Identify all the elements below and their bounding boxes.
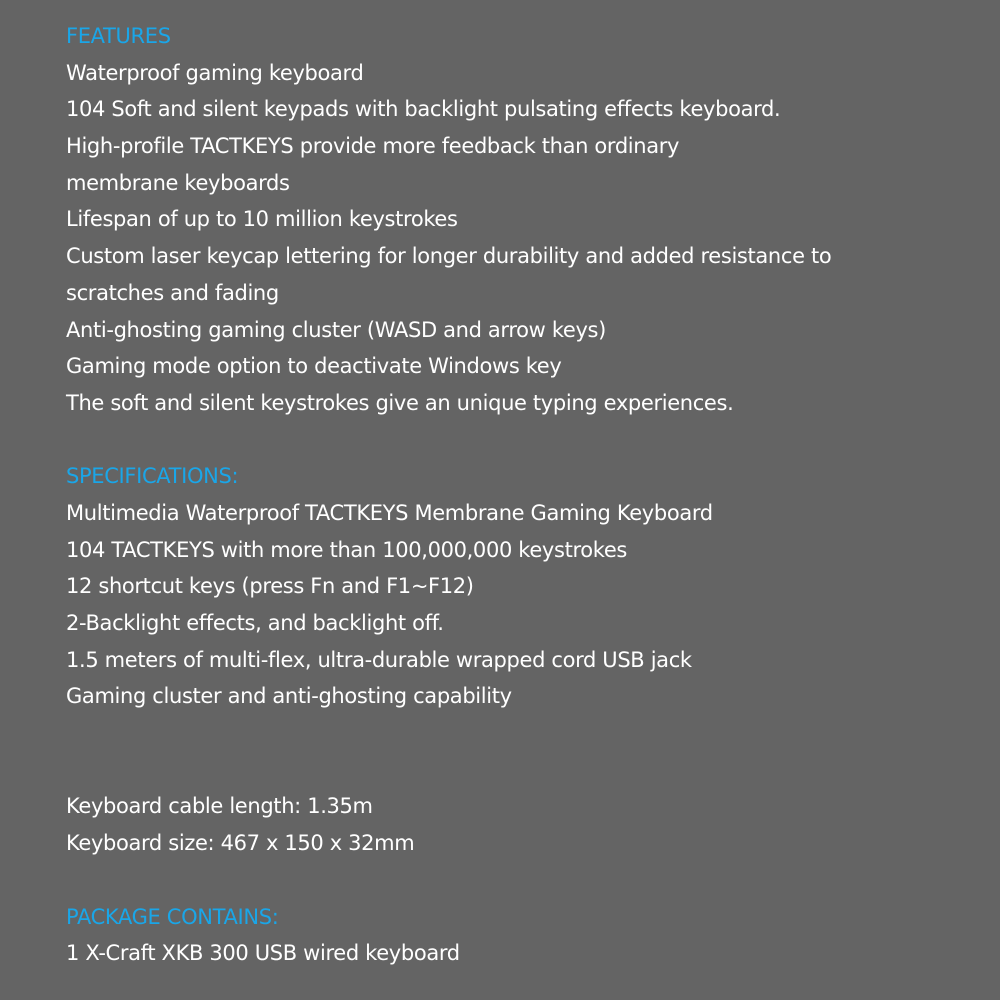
package-heading: PACKAGE CONTAINS: bbox=[66, 904, 279, 929]
features-heading: FEATURES bbox=[66, 24, 171, 48]
product-description bbox=[66, 18, 966, 972]
section-spacer bbox=[66, 715, 966, 752]
section-spacer bbox=[66, 752, 966, 789]
features-item: membrane keyboards bbox=[66, 170, 290, 195]
specifications-item: Gaming cluster and anti-ghosting capability bbox=[66, 684, 512, 709]
features-item: Lifespan of up to 10 million keystrokes bbox=[66, 207, 458, 232]
specifications-item: 1.5 meters of multi-flex, ultra-durable wrapped cord USB jack bbox=[66, 647, 692, 672]
specifications-item: 12 shortcut keys (press Fn and F1~F12) bbox=[66, 574, 474, 599]
dimensions-item: Keyboard size: 467 x 150 x 32mm bbox=[66, 831, 415, 856]
package-item: 1 X-Craft XKB 300 USB wired keyboard bbox=[66, 941, 460, 966]
specifications-heading: SPECIFICATIONS: bbox=[66, 464, 239, 489]
features-item: Gaming mode option to deactivate Windows key bbox=[66, 354, 562, 379]
features-item: High-profile TACTKEYS provide more feedback than ordinary bbox=[66, 134, 680, 159]
specifications-item: 104 TACTKEYS with more than 100,000,000 keystrokes bbox=[66, 537, 628, 562]
features-item: Custom laser keycap lettering for longer durability and added resistance to bbox=[66, 244, 832, 269]
features-item: scratches and fading bbox=[66, 280, 279, 305]
features-item: Waterproof gaming keyboard bbox=[66, 60, 364, 85]
features-item: The soft and silent keystrokes give an unique typing experiences. bbox=[66, 390, 734, 415]
dimensions-item: Keyboard cable length: 1.35m bbox=[66, 794, 373, 819]
section-spacer bbox=[66, 862, 966, 899]
features-item: Anti-ghosting gaming cluster (WASD and arrow keys) bbox=[66, 317, 606, 342]
features-item: 104 Soft and silent keypads with backlight pulsating effects keyboard. bbox=[66, 97, 781, 122]
specifications-item: Multimedia Waterproof TACTKEYS Membrane Gaming Keyboard bbox=[66, 500, 713, 525]
section-spacer bbox=[66, 422, 966, 459]
specifications-item: 2-Backlight effects, and backlight off. bbox=[66, 611, 444, 635]
